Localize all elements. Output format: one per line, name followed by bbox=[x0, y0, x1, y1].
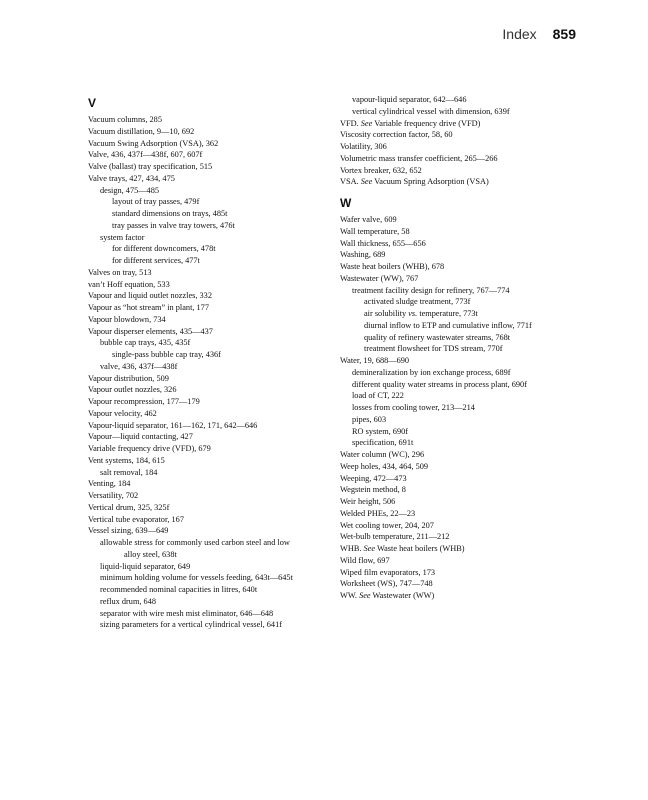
page-number: 859 bbox=[552, 26, 576, 42]
index-entry-see: See bbox=[360, 118, 373, 128]
index-entry: Volatility, 306 bbox=[340, 142, 387, 151]
index-entry-reference: Waste heat boilers (WHB) bbox=[375, 544, 465, 553]
index-entry: Vapour distribution, 509 bbox=[88, 373, 169, 383]
index-entry: Wafer valve, 609 bbox=[340, 215, 397, 224]
index-entry: Vapour—liquid contacting, 427 bbox=[88, 432, 193, 442]
index-entry: alloy steel, 638t bbox=[124, 549, 177, 559]
index-entry: Vapour blowdown, 734 bbox=[88, 314, 166, 324]
index-entry: Weir height, 506 bbox=[340, 497, 396, 506]
index-entry bbox=[340, 308, 580, 320]
index-entry-term: WHB. bbox=[340, 544, 364, 553]
index-entry: Welded PHEs, 22—23 bbox=[340, 508, 416, 518]
index-entry: Wiped film evaporators, 173 bbox=[340, 567, 436, 577]
index-entry: load of CT, 222 bbox=[352, 391, 404, 401]
index-entry: Wet-bulb temperature, 211—212 bbox=[340, 532, 450, 542]
index-entry: Water, 19, 688—690 bbox=[340, 356, 410, 365]
index-entry: Vapour disperser elements, 435—437 bbox=[88, 326, 213, 336]
index-entry: Wet cooling tower, 204, 207 bbox=[340, 520, 434, 530]
section-letter-v: V bbox=[88, 96, 97, 110]
index-entry: losses from cooling tower, 213—214 bbox=[352, 403, 475, 412]
index-entry: separator with wire mesh mist eliminator, 646—648 bbox=[100, 608, 274, 618]
index-entry: quality of refinery wastewater streams, 768t bbox=[364, 332, 511, 342]
index-entry: Versatility, 702 bbox=[88, 491, 139, 500]
index-entry: allowable stress for commonly used carbon steel and low bbox=[100, 538, 290, 547]
index-entry: Venting, 184 bbox=[88, 479, 131, 489]
index-entry: Vertical tube evaporator, 167 bbox=[88, 514, 184, 524]
index-entry-reference: temperature, 773t bbox=[417, 309, 478, 318]
index-entry: Weep holes, 434, 464, 509 bbox=[340, 461, 429, 471]
index-entry: RO system, 690f bbox=[352, 426, 409, 436]
index-entry: layout of tray passes, 479f bbox=[112, 197, 200, 207]
index-entry bbox=[340, 590, 580, 602]
index-entry: vapour-liquid separator, 642—646 bbox=[352, 95, 467, 104]
index-entry: Valve (ballast) tray specification, 515 bbox=[88, 162, 213, 171]
index-column-right bbox=[340, 94, 580, 602]
index-entry-reference: Wastewater (WW) bbox=[370, 591, 435, 600]
index-entry: Wegstein method, 8 bbox=[340, 485, 406, 495]
index-entry: bubble cap trays, 435, 435f bbox=[100, 338, 191, 348]
index-entry: Vacuum Swing Adsorption (VSA), 362 bbox=[88, 138, 219, 148]
index-entry-term: air solubility bbox=[364, 309, 409, 318]
index-entry-term: VSA. bbox=[340, 177, 361, 187]
index-entry-term: VFD. bbox=[340, 118, 361, 128]
index-entry: reflux drum, 648 bbox=[100, 596, 156, 606]
index-entry: Water column (WC), 296 bbox=[340, 450, 425, 459]
index-entry: Vapour outlet nozzles, 326 bbox=[88, 385, 177, 395]
index-entry: Wall thickness, 655—656 bbox=[340, 238, 426, 248]
index-entry: Valve trays, 427, 434, 475 bbox=[88, 173, 175, 183]
index-entry: Wall temperature, 58 bbox=[340, 226, 410, 236]
index-entry: Viscosity correction factor, 58, 60 bbox=[340, 130, 453, 140]
index-column-left bbox=[88, 94, 328, 631]
index-entries-v-continued bbox=[340, 94, 580, 188]
index-entry-reference: Vacuum Spring Adsorption (VSA) bbox=[372, 177, 489, 187]
index-entry: Waste heat boilers (WHB), 678 bbox=[340, 262, 445, 271]
index-entry: Vacuum columns, 285 bbox=[88, 115, 162, 124]
index-entry: Vertical drum, 325, 325f bbox=[88, 502, 170, 512]
index-entry: standard dimensions on trays, 485t bbox=[112, 209, 228, 218]
index-entry: liquid-liquid separator, 649 bbox=[100, 561, 191, 571]
running-head-title: Index bbox=[502, 26, 537, 42]
index-entry-see: See bbox=[360, 177, 373, 187]
index-entry-reference: Variable frequency drive (VFD) bbox=[372, 118, 481, 128]
index-entry: Variable frequency drive (VFD), 679 bbox=[88, 444, 211, 453]
index-entry: diurnal inflow to ETP and cumulative inflow, 771f bbox=[364, 320, 532, 330]
index-entry: treatment facility design for refinery, 767—774 bbox=[352, 285, 510, 295]
index-entry: Vacuum distillation, 9—10, 692 bbox=[88, 126, 195, 136]
index-entry bbox=[340, 118, 580, 130]
page-header bbox=[502, 26, 576, 42]
index-entry: Vapour velocity, 462 bbox=[88, 408, 157, 418]
index-entry: demineralization by ion exchange process, 689f bbox=[352, 367, 511, 377]
index-entry: Weeping, 472—473 bbox=[340, 473, 407, 483]
index-entry: for different services, 477t bbox=[112, 256, 200, 265]
index-entry: vertical cylindrical vessel with dimension, 639f bbox=[352, 106, 510, 116]
index-entry: Vapour recompression, 177—179 bbox=[88, 397, 200, 406]
index-entry: design, 475—485 bbox=[100, 185, 159, 195]
index-entry: Vapour-liquid separator, 161—162, 171, 642—646 bbox=[88, 420, 258, 430]
index-entry: Wild flow, 697 bbox=[340, 555, 390, 565]
index-entries-v bbox=[88, 114, 328, 631]
index-entry-see: See bbox=[363, 544, 376, 553]
index-entry: tray passes in valve tray towers, 476t bbox=[112, 220, 235, 230]
index-entry: specification, 691t bbox=[352, 438, 414, 448]
index-entry: salt removal, 184 bbox=[100, 467, 158, 477]
index-entry: pipes, 603 bbox=[352, 414, 387, 424]
index-entry-term: WW. bbox=[340, 591, 360, 600]
index-entry: Valves on tray, 513 bbox=[88, 267, 152, 277]
index-entry: minimum holding volume for vessels feeding, 643t—645t bbox=[100, 573, 293, 583]
index-entry-see: See bbox=[359, 591, 371, 600]
section-letter-w: W bbox=[340, 196, 352, 210]
index-entry: Wastewater (WW), 767 bbox=[340, 273, 419, 283]
index-entry: van’t Hoff equation, 533 bbox=[88, 279, 170, 289]
index-entry: Vapour and liquid outlet nozzles, 332 bbox=[88, 291, 212, 301]
index-entry: Vortex breaker, 632, 652 bbox=[340, 165, 422, 175]
index-entry: for different downcomers, 478t bbox=[112, 244, 216, 254]
index-entry: activated sludge treatment, 773f bbox=[364, 297, 471, 307]
index-entry bbox=[340, 543, 580, 555]
index-entry: Worksheet (WS), 747—748 bbox=[340, 579, 433, 589]
index-entry: Volumetric mass transfer coefficient, 265—266 bbox=[340, 153, 498, 163]
index-entry: single-pass bubble cap tray, 436f bbox=[112, 350, 221, 359]
index-entry: Vent systems, 184, 615 bbox=[88, 455, 165, 465]
index-entry: Vapour as “hot stream” in plant, 177 bbox=[88, 303, 209, 312]
index-entry: Vessel sizing, 639—649 bbox=[88, 526, 169, 536]
index-entry-see: vs. bbox=[408, 309, 418, 318]
index-entry: different quality water streams in process plant, 690f bbox=[352, 379, 527, 389]
index-entry: Washing, 689 bbox=[340, 250, 386, 260]
index-entry: system factor bbox=[100, 232, 145, 242]
index-entry: treatment flowsheet for TDS stream, 770f bbox=[364, 344, 503, 354]
index-entry: sizing parameters for a vertical cylindrical vessel, 641f bbox=[100, 620, 282, 630]
index-entry bbox=[340, 176, 580, 188]
index-entry: valve, 436, 437f—438f bbox=[100, 361, 178, 371]
index-entry: recommended nominal capacities in litres, 640t bbox=[100, 585, 258, 594]
index-entry: Valve, 436, 437f—438f, 607, 607f bbox=[88, 150, 203, 160]
index-entries-w bbox=[340, 214, 580, 602]
